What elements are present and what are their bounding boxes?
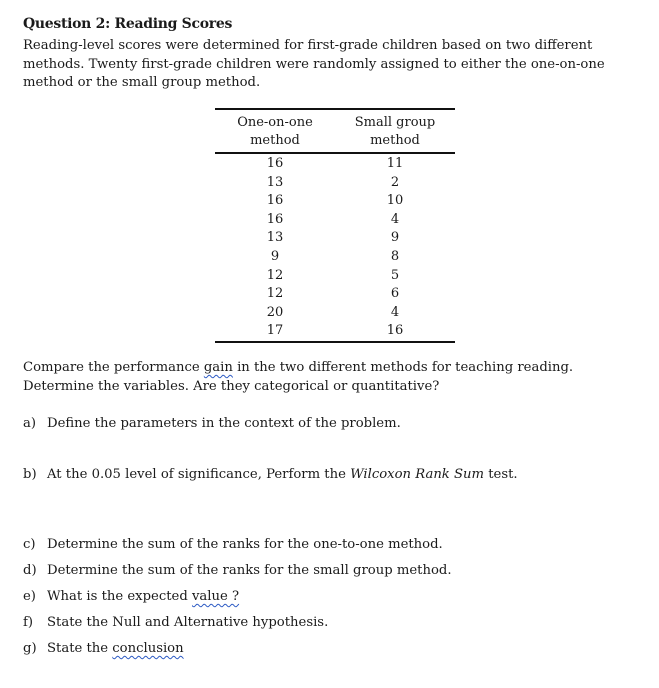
small-group-score: 4	[390, 211, 400, 227]
part-c-text: Determine the sum of the ranks for the one-to-one method.	[47, 537, 443, 552]
question-intro: Reading-level scores were determined for first-grade children based on two different methods. Twenty first-grade children were randomly assigned to either the one-on-one method or the small group method.	[23, 38, 605, 90]
part-e-letter: e)	[23, 589, 36, 604]
part-f	[23, 614, 328, 632]
one-on-one-score: 13	[266, 174, 284, 190]
part-a	[23, 415, 401, 433]
part-b-test-name: Wilcoxon Rank Sum	[350, 467, 485, 482]
gain-word: gain	[203, 360, 233, 375]
one-on-one-score: 17	[215, 322, 335, 342]
header-small-group-line2: method	[370, 132, 420, 148]
part-e	[23, 588, 239, 606]
part-a-text: Define the parameters in the context of the problem.	[47, 416, 401, 431]
part-f-text: State the Null and Alternative hypothesis.	[47, 615, 329, 630]
header-one-on-one	[215, 109, 335, 153]
one-on-one-score: 16	[266, 193, 284, 209]
small-group-score: 8	[390, 248, 400, 264]
question-title: Question 2: Reading Scores	[23, 16, 233, 32]
part-g-underlined: conclusion	[112, 641, 184, 656]
table-row	[215, 229, 455, 248]
part-c-letter: c)	[23, 537, 36, 552]
part-f-letter: f)	[23, 615, 34, 630]
one-on-one-score: 20	[266, 304, 284, 320]
one-on-one-score: 9	[270, 248, 280, 264]
part-b-letter: b)	[23, 467, 37, 482]
table-row	[215, 267, 455, 286]
part-d-letter: d)	[23, 563, 37, 578]
small-group-score: 11	[386, 156, 404, 171]
one-on-one-score: 13	[266, 230, 284, 246]
header-one-on-one-line2: method	[250, 132, 300, 148]
table-row	[215, 211, 455, 230]
small-group-score: 2	[390, 174, 400, 190]
table-row	[215, 248, 455, 267]
table-row	[215, 174, 455, 193]
part-g-text-before: State the	[47, 641, 113, 656]
part-e-underlined: value ?	[191, 589, 240, 604]
small-group-score: 6	[390, 286, 400, 302]
part-a-letter: a)	[23, 416, 37, 431]
scores-table	[215, 108, 455, 343]
table-row	[215, 192, 455, 211]
table-row	[215, 153, 455, 174]
header-one-on-one-line1: One-on-one	[237, 115, 313, 130]
part-g	[23, 640, 184, 658]
table-row	[215, 322, 455, 342]
compare-text-after: in the two different methods for teaching reading. Determine the variables. Are they categorical or quantitative?	[23, 360, 574, 394]
part-b-text-after: test.	[484, 467, 518, 482]
part-g-letter: g)	[23, 641, 37, 656]
one-on-one-score: 16	[266, 211, 284, 227]
header-small-group-line1: Small group	[354, 115, 436, 130]
table-header-row	[215, 109, 455, 153]
small-group-score: 5	[390, 267, 400, 283]
scores-table-container	[215, 108, 455, 343]
header-small-group	[335, 109, 455, 153]
small-group-score: 16	[335, 322, 455, 342]
compare-paragraph	[23, 359, 648, 396]
part-b-text-before: At the 0.05 level of significance, Perform the	[47, 467, 351, 482]
table-row	[215, 285, 455, 304]
table-row	[215, 304, 455, 323]
part-b	[23, 466, 518, 484]
compare-text-before: Compare the performance	[23, 360, 204, 375]
one-on-one-score: 16	[266, 156, 284, 171]
part-c	[23, 536, 443, 554]
one-on-one-score: 12	[266, 286, 284, 302]
small-group-score: 9	[390, 230, 400, 246]
part-d	[23, 562, 452, 580]
part-e-text-before: What is the expected	[47, 589, 192, 604]
small-group-score: 4	[390, 304, 400, 320]
small-group-score: 10	[386, 193, 404, 209]
part-d-text: Determine the sum of the ranks for the small group method.	[47, 563, 452, 578]
one-on-one-score: 12	[266, 267, 284, 283]
